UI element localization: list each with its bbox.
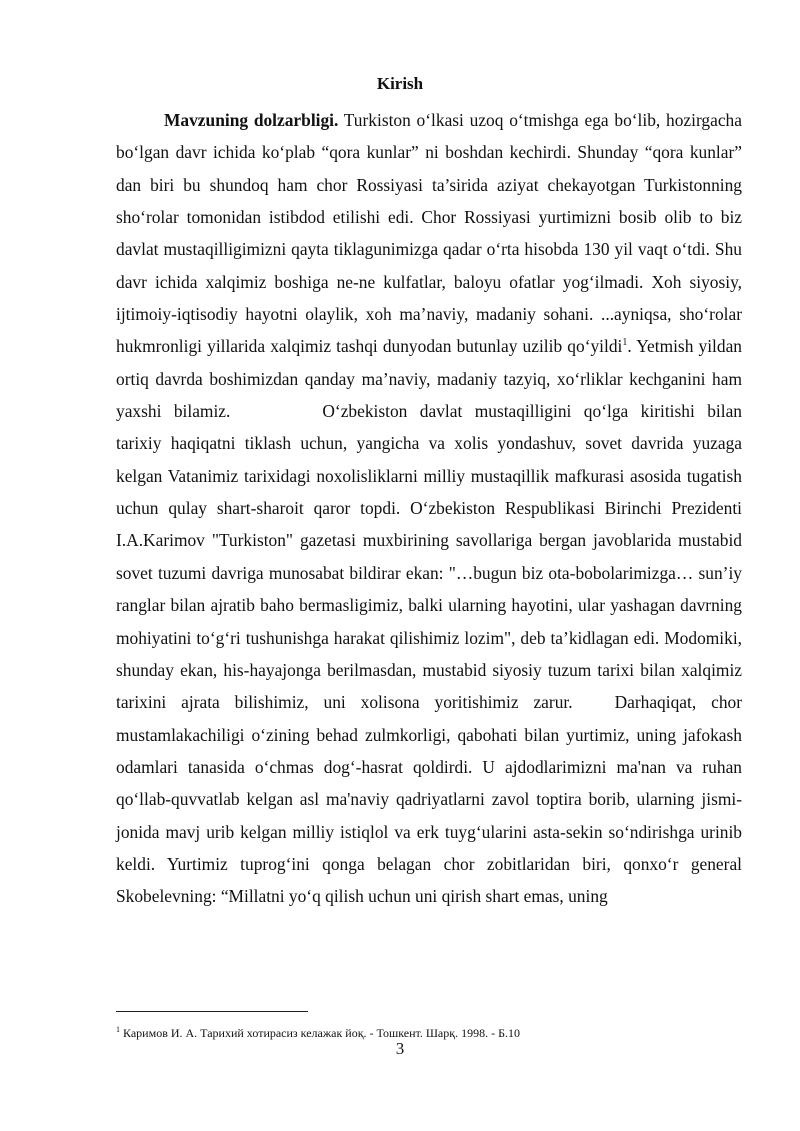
page-number: 3 xyxy=(395,1039,405,1058)
section-heading: Mavzuning dolzarbligi. xyxy=(164,110,339,130)
paragraph-text: . Yetmish yildan ortiq davrda boshimizdan qanday ma’naviy, madaniy tazyiq, xo‘rliklar kechganini ham yaxshi bilamiz. xyxy=(116,336,742,422)
footnote-reference[interactable]: 1 xyxy=(622,337,628,349)
footnote-text: Каримов И. А. Тарихий хотирасиз келажак йоқ. - Тошкент. Шарқ. 1998. - Б.10 xyxy=(123,1026,520,1040)
paragraph-text: Turkiston o‘lkasi uzoq o‘tmishga ega bo‘lib, hozirgacha bo‘lgan davr ichida ko‘plab “qora kunlar” ni boshdan kechirdi. Shunday “qora kunlar” dan biri bu shundoq ham chor Rossiyasi ta’sirida aziyat chekayotgan Turkistonning sho‘rolar tomonidan istibdod etilishi edi. Chor Rossiyasi yurtimizni bosib olib to biz davlat mustaqilligimizni qayta tiklagunimizga qadar o‘rta hisobda 130 yil vaqt o‘tdi. Shu davr ichida xalqimiz boshiga ne-ne kulfatlar, baloyu ofatlar yog‘ilmadi. Xoh siyosiy, ijtimoiy-iqtisodiy hayotni olaylik, xoh ma’naviy, madaniy sohani. ...ayniqsa, sho‘rolar hukmronligi yillarida xalqimiz tashqi dunyodan butunlay uzilib qo‘yildi xyxy=(116,110,742,357)
page-title: Kirish xyxy=(376,74,424,93)
body-text xyxy=(116,104,742,913)
footnote-separator xyxy=(116,1011,308,1012)
paragraph-text: O‘zbekiston davlat mustaqilligini qo‘lga kiritishi bilan tarixiy haqiqatni tiklash uchun, yangicha va xolis yondashuv, sovet davrida yuzaga kelgan Vatanimiz tarixidagi noxolisliklarni milliy mustaqillik mafkurasi asosida tugatish uchun qulay shart-sharoit qaror topdi. O‘zbekiston Respublikasi Birinchi Prezidenti I.A.Karimov "Turkiston" gazetasi muxbirining savollariga bergan javoblarida mustabid sovet tuzumi davriga munosabat bildirar ekan: "…bugun biz ota-bobolarimizga… sun’iy ranglar bilan ajratib baho bermasligimiz, balki ularning hayotini, ular yashagan davrning mohiyatini to‘g‘ri tushunishga harakat qilishimiz lozim", deb ta’kidlagan edi. Modomiki, shunday ekan, his-hayajonga berilmasdan, mustabid siyosiy tuzum tarixi bilan xalqimiz tarixini ajrata bilishimiz, uni xolisona yoritishimiz zarur. xyxy=(116,401,742,713)
paragraph xyxy=(116,104,742,913)
paragraph-text: Darhaqiqat, chor mustamlakachiligi o‘zining behad zulmkorligi, qabohati bilan yurtimiz, uning jafokash odamlari tanasida o‘chmas dog‘-hasrat qoldirdi. U ajdodlarimizni ma'nan va ruhan qo‘llab-quvvatlab kelgan asl ma'naviy qadriyatlarni zavol toptira borib, ularning jismi-jonida mavj urib kelgan milliy istiqlol va erk tuyg‘ularini asta-sekin so‘ndirishga urinib keldi. Yurtimiz tuprog‘ini qonga belagan chor zobitlaridan biri, qonxo‘r general Skobelevning: “Millatni yo‘q qilish uchun uni qirish shart emas, uning xyxy=(116,692,743,907)
footnote-number: 1 xyxy=(116,1025,120,1034)
